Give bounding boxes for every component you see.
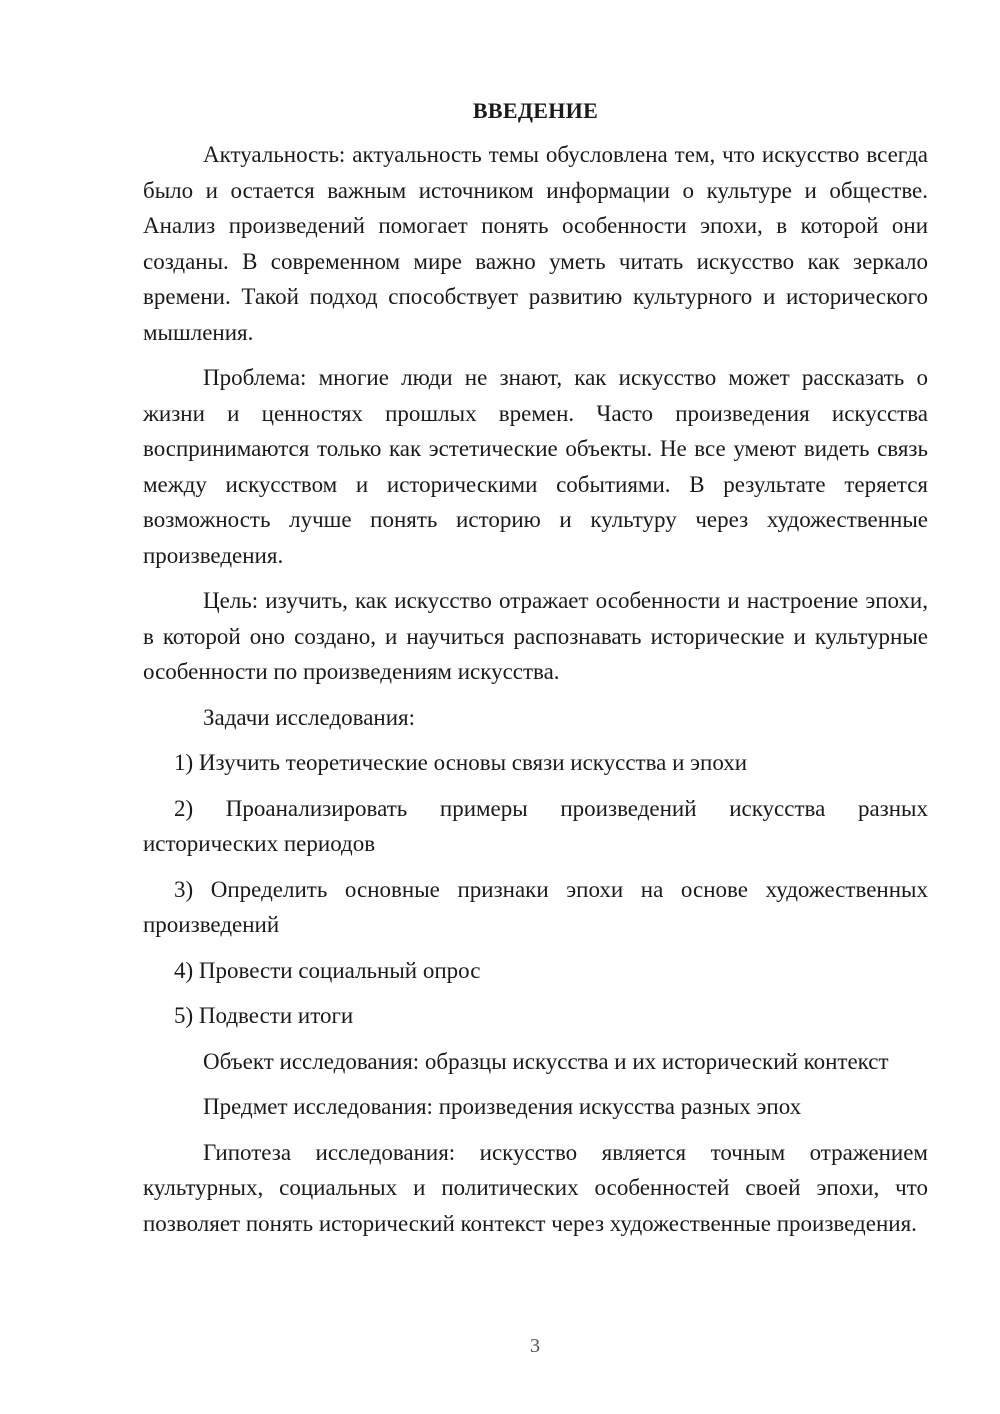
section-heading: ВВЕДЕНИЕ xyxy=(472,98,599,123)
task-item: 2) Проанализировать примеры произведений искусства разных исторических периодов xyxy=(143,795,928,856)
subject-paragraph: Предмет исследования: произведения искусства разных эпох xyxy=(203,1094,802,1119)
relevance-paragraph: Актуальность: актуальность темы обусловлена тем, что искусство всегда было и остается важным источником информации о культуре и обществе. Анализ произведений помогает понять особенности эпохи, в которой они созданы. В современном мире важно уметь читать искусство как зеркало времени. Такой подход способствует развитию культурного и исторического мышления. xyxy=(143,142,928,345)
page-content xyxy=(143,95,928,1251)
page-number: 3 xyxy=(530,1335,540,1357)
task-item: 4) Провести социальный опрос xyxy=(174,957,481,983)
task-item: 3) Определить основные признаки эпохи на основе художественных произведений xyxy=(143,876,928,937)
object-paragraph: Объект исследования: образцы искусства и их исторический контекст xyxy=(203,1048,889,1074)
problem-paragraph: Проблема: многие люди не знают, как искусство может рассказать о жизни и ценностях прошлых времен. Часто произведения искусства воспринимаются только как эстетические объекты. Не все умеют видеть связь между искусством и историческими событиями. В результате теряется возможность лучше понять историю и культуру через художественные произведения. xyxy=(143,365,928,568)
task-item: 1) Изучить теоретические основы связи искусства и эпохи xyxy=(174,750,748,775)
tasks-title: Задачи исследования: xyxy=(203,704,416,730)
task-item: 5) Подвести итоги xyxy=(174,1003,354,1028)
hypothesis-paragraph: Гипотеза исследования: искусство является точным отражением культурных, социальных и политических особенностей своей эпохи, что позволяет понять исторический контекст через художественные произведения. xyxy=(143,1139,928,1236)
goal-paragraph: Цель: изучить, как искусство отражает особенности и настроение эпохи, в которой оно создано, и научиться распознавать исторические и культурные особенности по произведениям искусства. xyxy=(143,588,928,684)
